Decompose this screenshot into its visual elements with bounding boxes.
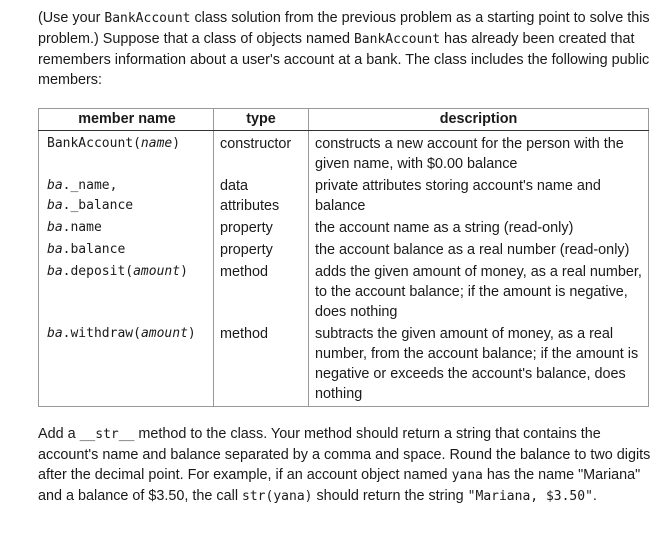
member-param: ba <box>47 242 63 257</box>
member-code: ) <box>172 136 181 151</box>
member-code: .withdraw( <box>62 326 141 341</box>
task-paragraph <box>38 424 658 507</box>
member-type-cell: property <box>220 242 273 258</box>
member-code: .deposit( <box>62 264 134 279</box>
header-type: type <box>214 109 309 131</box>
member-param: ba <box>47 198 63 213</box>
task-text: should return the string <box>312 488 468 504</box>
task-text: . <box>592 488 597 504</box>
member-name-line <box>47 262 207 282</box>
member-code: ) <box>187 326 196 341</box>
member-param: ba <box>47 326 63 341</box>
member-name-cell <box>39 174 214 216</box>
member-code: .name <box>62 220 102 235</box>
header-description: description <box>309 109 649 131</box>
member-code: .balance <box>62 242 126 257</box>
task-text: has the name "Mariana" and a balance of $3.50, the call <box>38 467 641 504</box>
intro-text: has already been created that remembers information about a user's account at a bank. The class includes the following public members: <box>38 31 650 88</box>
member-description-cell: subtracts the given amount of money, as a real number, from the account balance; if the amount is negative or exceeds the account's balance, does nothing <box>309 322 649 407</box>
header-member-name: member name <box>39 109 214 131</box>
member-param: amount <box>133 264 181 279</box>
member-code: BankAccount( <box>47 136 141 151</box>
task-code: __str__ <box>79 427 135 442</box>
member-name-line <box>47 240 207 260</box>
intro-text: (Use your <box>38 10 105 26</box>
member-description-cell: private attributes storing account's name and balance <box>309 174 649 216</box>
member-param: name <box>140 136 173 151</box>
table-header-row <box>39 109 649 131</box>
member-name-line <box>47 196 207 216</box>
intro-text: class solution from the previous problem as a starting point to solve this problem.) Suppose that a class of objects named <box>38 10 650 47</box>
member-description-cell: adds the given amount of money, as a real number, to the account balance; if the amount is negative, does nothing <box>309 260 649 322</box>
member-name-line <box>47 218 207 238</box>
member-type-cell: constructor <box>220 136 292 152</box>
member-type-cell: method <box>220 326 268 342</box>
intro-code-classname: BankAccount <box>104 11 191 26</box>
member-code: ) <box>180 264 188 279</box>
table-row <box>39 322 649 407</box>
member-param: ba <box>47 178 63 193</box>
member-name-cell <box>39 322 214 407</box>
member-param: ba <box>47 220 63 235</box>
table-row <box>39 131 649 175</box>
table-row <box>39 238 649 260</box>
member-code: ._name, <box>62 178 118 193</box>
table-row <box>39 174 649 216</box>
member-name-cell <box>39 238 214 260</box>
task-code: str(yana) <box>242 489 313 504</box>
task-code: yana <box>451 468 483 483</box>
table-row <box>39 216 649 238</box>
member-name-line <box>47 134 207 154</box>
intro-paragraph <box>38 8 658 90</box>
member-code: ._balance <box>62 198 134 213</box>
task-text: Add a <box>38 426 80 442</box>
task-text: method to the class. Your method should return a string that contains the account's name and balance separated by a comma and space. Round the balance to two digits after the decimal point. For example, if an account object named <box>38 426 651 483</box>
member-type-cell: data attributes <box>220 178 280 214</box>
intro-code-classname: BankAccount <box>353 32 441 47</box>
member-name-cell <box>39 131 214 175</box>
members-table <box>38 108 649 407</box>
member-param: amount <box>140 326 188 341</box>
member-description-cell: the account balance as a real number (read-only) <box>309 238 649 260</box>
member-description-cell: the account name as a string (read-only) <box>309 216 649 238</box>
member-name-line <box>47 324 207 344</box>
task-code: "Mariana, $3.50" <box>467 489 593 504</box>
member-description-cell: constructs a new account for the person with the given name, with $0.00 balance <box>309 131 649 175</box>
member-name-line <box>47 176 207 196</box>
members-table-body <box>39 131 649 407</box>
table-row <box>39 260 649 322</box>
member-type-cell: method <box>220 264 268 280</box>
member-type-cell: property <box>220 220 273 236</box>
member-name-cell <box>39 260 214 322</box>
member-name-cell <box>39 216 214 238</box>
member-param: ba <box>47 264 63 279</box>
